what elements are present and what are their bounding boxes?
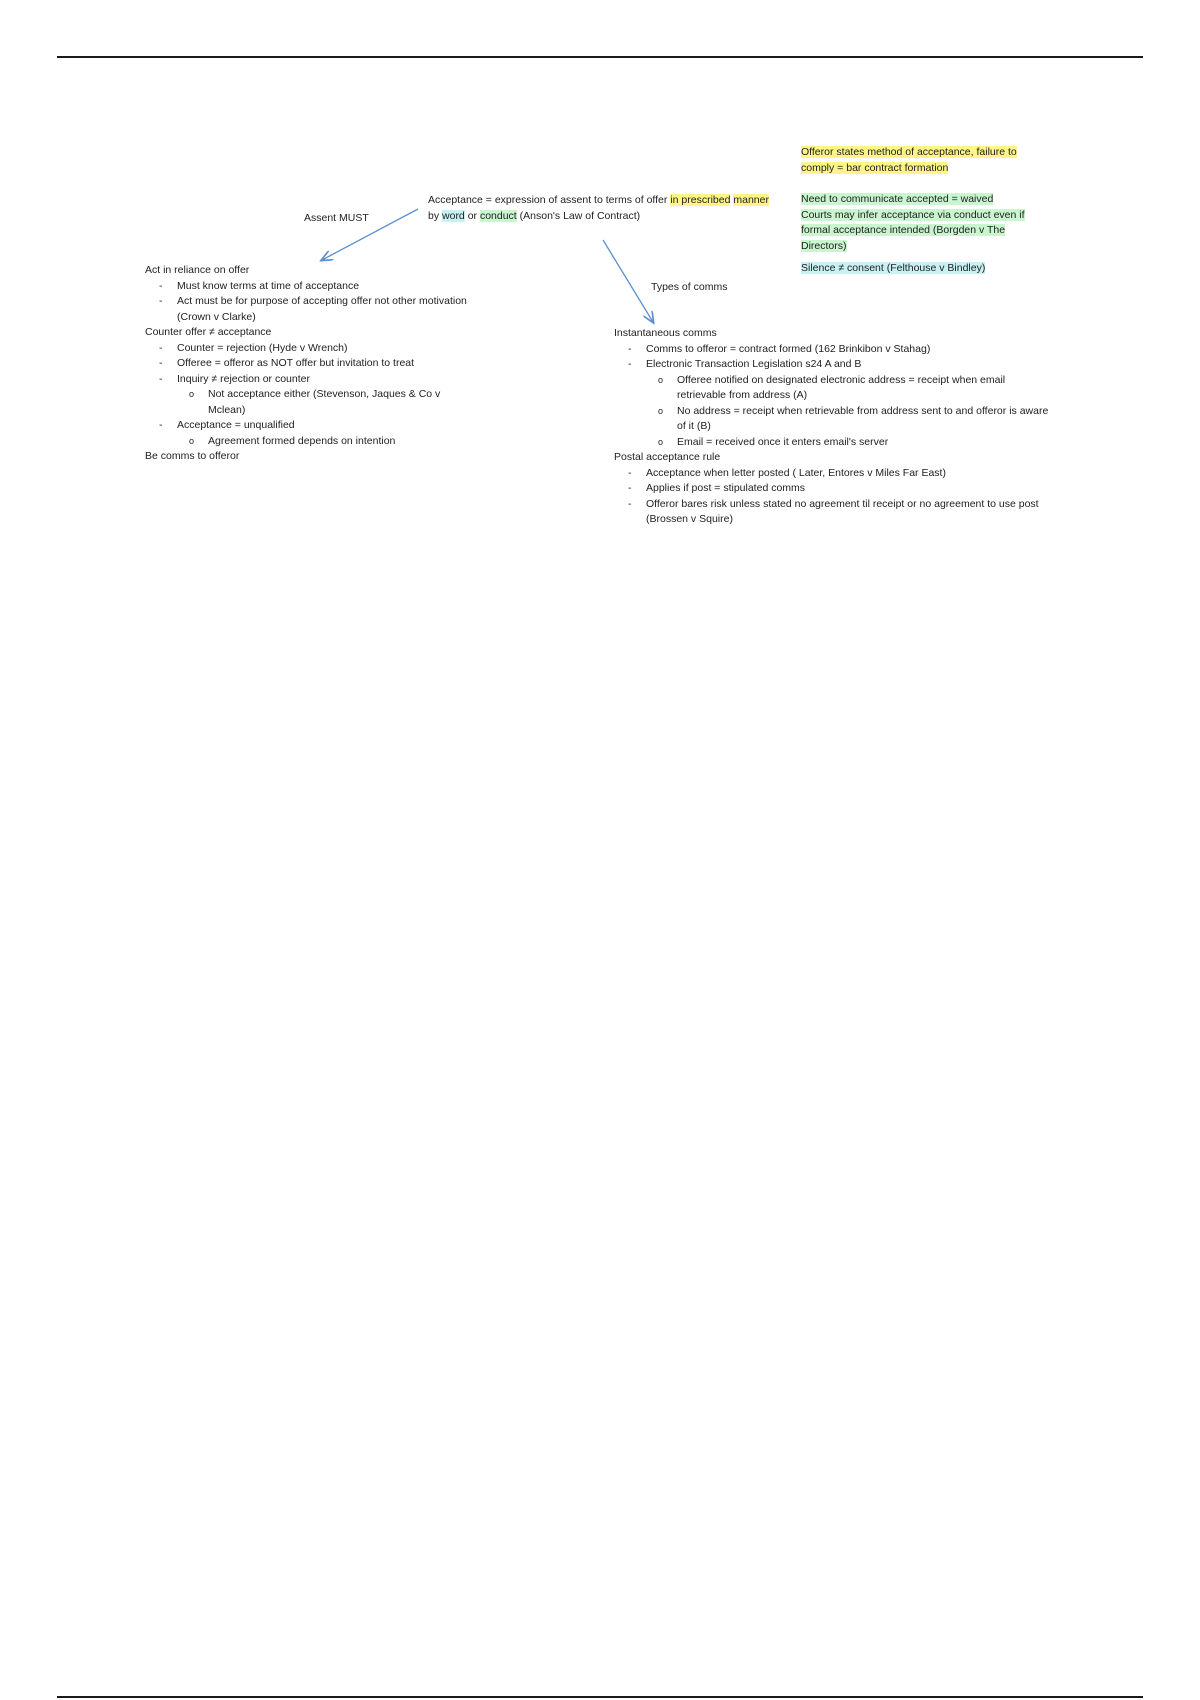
list-item: - Acceptance = unqualified bbox=[145, 418, 475, 434]
right-heading-1: Instantaneous comms bbox=[614, 327, 717, 339]
left-heading-1: Act in reliance on offer bbox=[145, 264, 250, 276]
list-subitem: o Agreement formed depends on intention bbox=[145, 434, 475, 450]
list-subitem: o Email = received once it enters email's server bbox=[614, 435, 1054, 451]
list-item: - Act must be for purpose of accepting offer not other motivation (Crown v Clarke) bbox=[145, 294, 475, 325]
list-item: - Comms to offeror = contract formed (162 Brinkibon v Stahag) bbox=[614, 342, 1054, 358]
right-heading-2: Postal acceptance rule bbox=[614, 451, 721, 463]
list-subitem: o Offeree notified on designated electronic address = receipt when email retrievable from address (A) bbox=[614, 373, 1054, 404]
left-list bbox=[145, 263, 475, 465]
left-heading-3: Be comms to offeror bbox=[145, 450, 240, 462]
list-item: - Inquiry ≠ rejection or counter bbox=[145, 372, 475, 388]
list-item: - Applies if post = stipulated comms bbox=[614, 481, 1054, 497]
acceptance-definition: Acceptance = expression of assent to terms of offer in prescribed manner by word or conduct (Anson's Law of Contract) bbox=[428, 194, 769, 222]
list-item: - Electronic Transaction Legislation s24 A and B bbox=[614, 357, 1054, 373]
left-heading-2: Counter offer ≠ acceptance bbox=[145, 326, 272, 338]
list-item: - Acceptance when letter posted ( Later, Entores v Miles Far East) bbox=[614, 466, 1054, 482]
assent-label: Assent MUST bbox=[304, 212, 369, 224]
right-list bbox=[614, 326, 1054, 528]
list-subitem: o Not acceptance either (Stevenson, Jaques & Co v Mclean) bbox=[145, 387, 475, 418]
list-subitem: o No address = receipt when retrievable from address sent to and offeror is aware of it (B) bbox=[614, 404, 1054, 435]
waived-note: Need to communicate accepted = waived Courts may infer acceptance via conduct even if formal acceptance intended (Borgden v The Directors) bbox=[801, 193, 1025, 252]
silence-note: Silence ≠ consent (Felthouse v Bindley) bbox=[801, 262, 986, 274]
list-item: - Counter = rejection (Hyde v Wrench) bbox=[145, 341, 475, 357]
list-item: - Offeror bares risk unless stated no agreement til receipt or no agreement to use post (Brossen v Squire) bbox=[614, 497, 1054, 528]
list-item: - Offeree = offeror as NOT offer but invitation to treat bbox=[145, 356, 475, 372]
arrow-to-types bbox=[603, 240, 653, 322]
method-note: Offeror states method of acceptance, failure to comply = bar contract formation bbox=[801, 146, 1017, 174]
list-item: - Must know terms at time of acceptance bbox=[145, 279, 475, 295]
types-label: Types of comms bbox=[651, 281, 728, 293]
